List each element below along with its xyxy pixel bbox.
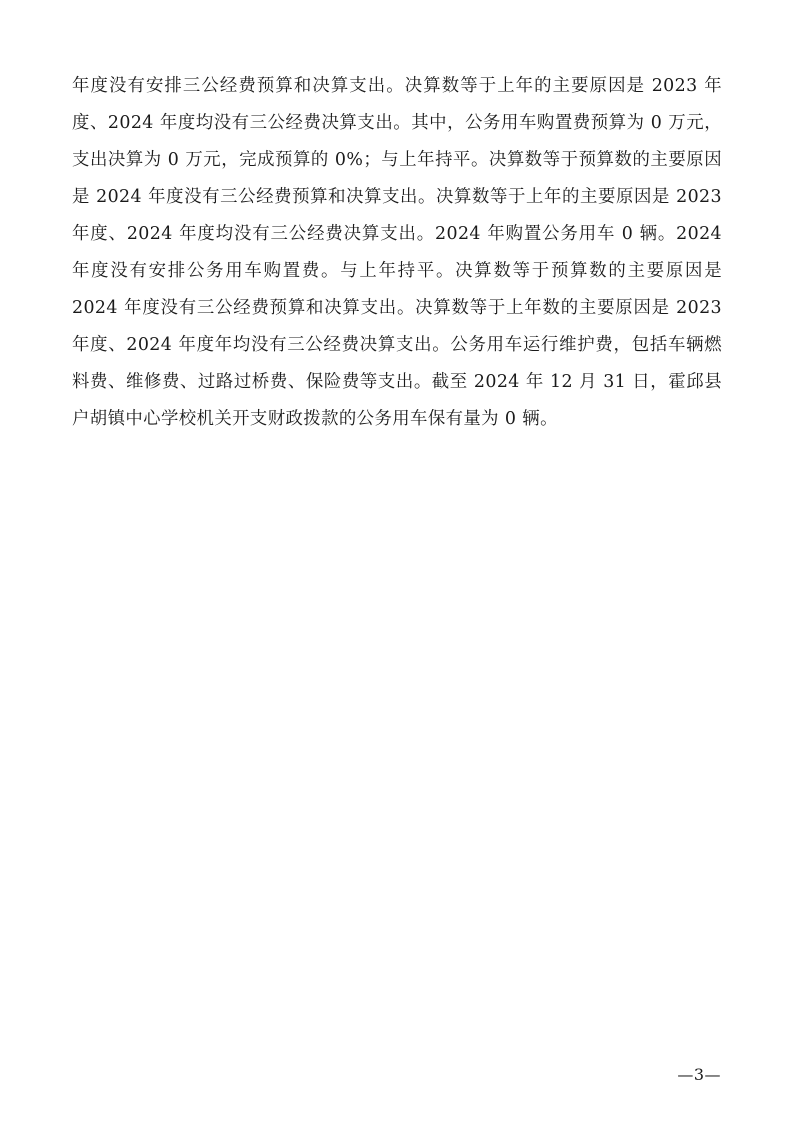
page-number: —3— [677,1065,721,1084]
page-content [72,68,728,438]
body-paragraph: 年度没有安排三公经费预算和决算支出。决算数等于上年的主要原因是 2023 年度、2024 年度均没有三公经费决算支出。其中，公务用车购置费预算为 0 万元，支出决算为 0 万元，完成预算的 0%；与上年持平。决算数等于预算数的主要原因是 2024 年度没有三公经费预算和决算支出。决算数等于上年的主要原因是 2023 年度、2024 年度均没有三公经费决算支出。2024 年购置公务用车 0 辆。2024 年度没有安排公务用车购置费。与上年持平。决算数等于预算数的主要原因是 2024 年度没有三公经费预算和决算支出。决算数等于上年数的主要原因是 2023 年度、2024 年度年均没有三公经费决算支出。公务用车运行维护费，包括车辆燃料费、维修费、过路过桥费、保险费等支出。截至 2024 年 12 月 31 日，霍邱县户胡镇中心学校机关开支财政拨款的公务用车保有量为 0 辆。 [72,76,728,429]
